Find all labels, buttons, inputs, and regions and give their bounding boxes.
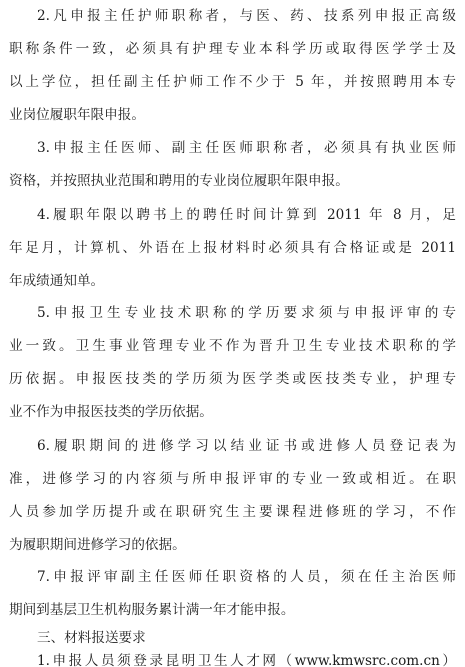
text-line: 2.凡申报主任护师职称者，与医、药、技系列申报正高级 (37, 8, 456, 24)
text-line: 7.申报评审副主任医师任职资格的人员，须在任主治医师 (37, 569, 456, 585)
section-heading: 三、材料报送要求 (37, 630, 146, 646)
text-line: 4.履职年限以聘书上的聘任时间计算到 2011 年 8 月，足 (37, 207, 456, 223)
text-line: 期间到基层卫生机构服务累计满一年才能申报。 (9, 602, 295, 618)
text-line: 5.申报卫生专业技术职称的学历要求须与申报评审的专 (37, 305, 456, 321)
text-line: 3.申报主任医师、副主任医师职称者，必须具有执业医师 (37, 140, 456, 156)
text-line: 1.申报人员须登录昆明卫生人才网（www.kmwsrc.com.cn） (37, 653, 456, 667)
text-line: 业一致。卫生事业管理专业不作为晋升卫生专业技术职称的学 (9, 338, 456, 354)
text-line: 职称条件一致，必须具有护理专业本科学历或取得医学学士及 (9, 41, 456, 57)
text-line: 6.履职期间的进修学习以结业证书或进修人员登记表为 (37, 438, 456, 454)
text-line: 准，进修学习的内容须与所申报评审的专业一致或相近。在职 (9, 471, 456, 487)
text-line: 业不作为申报医技类的学历依据。 (9, 404, 213, 420)
text-line: 以上学位，担任副主任护师工作不少于 5 年，并按照聘用本专 (9, 74, 456, 90)
text-line: 业岗位履职年限申报。 (9, 107, 145, 123)
text-line: 资格，并按照执业范围和聘用的专业岗位履职年限申报。 (9, 173, 349, 189)
text-line: 年成绩通知单。 (9, 273, 105, 289)
text-line: 年足月，计算机、外语在上报材料时必须具有合格证或是 2011 (9, 240, 456, 256)
text-line: 为履职期间进修学习的依据。 (9, 537, 186, 553)
text-line: 历依据。申报医技类的学历须为医学类或医技类专业，护理专 (9, 371, 456, 387)
text-line: 人员参加学历提升或在职研究生主要课程进修班的学习，不作 (9, 504, 456, 520)
